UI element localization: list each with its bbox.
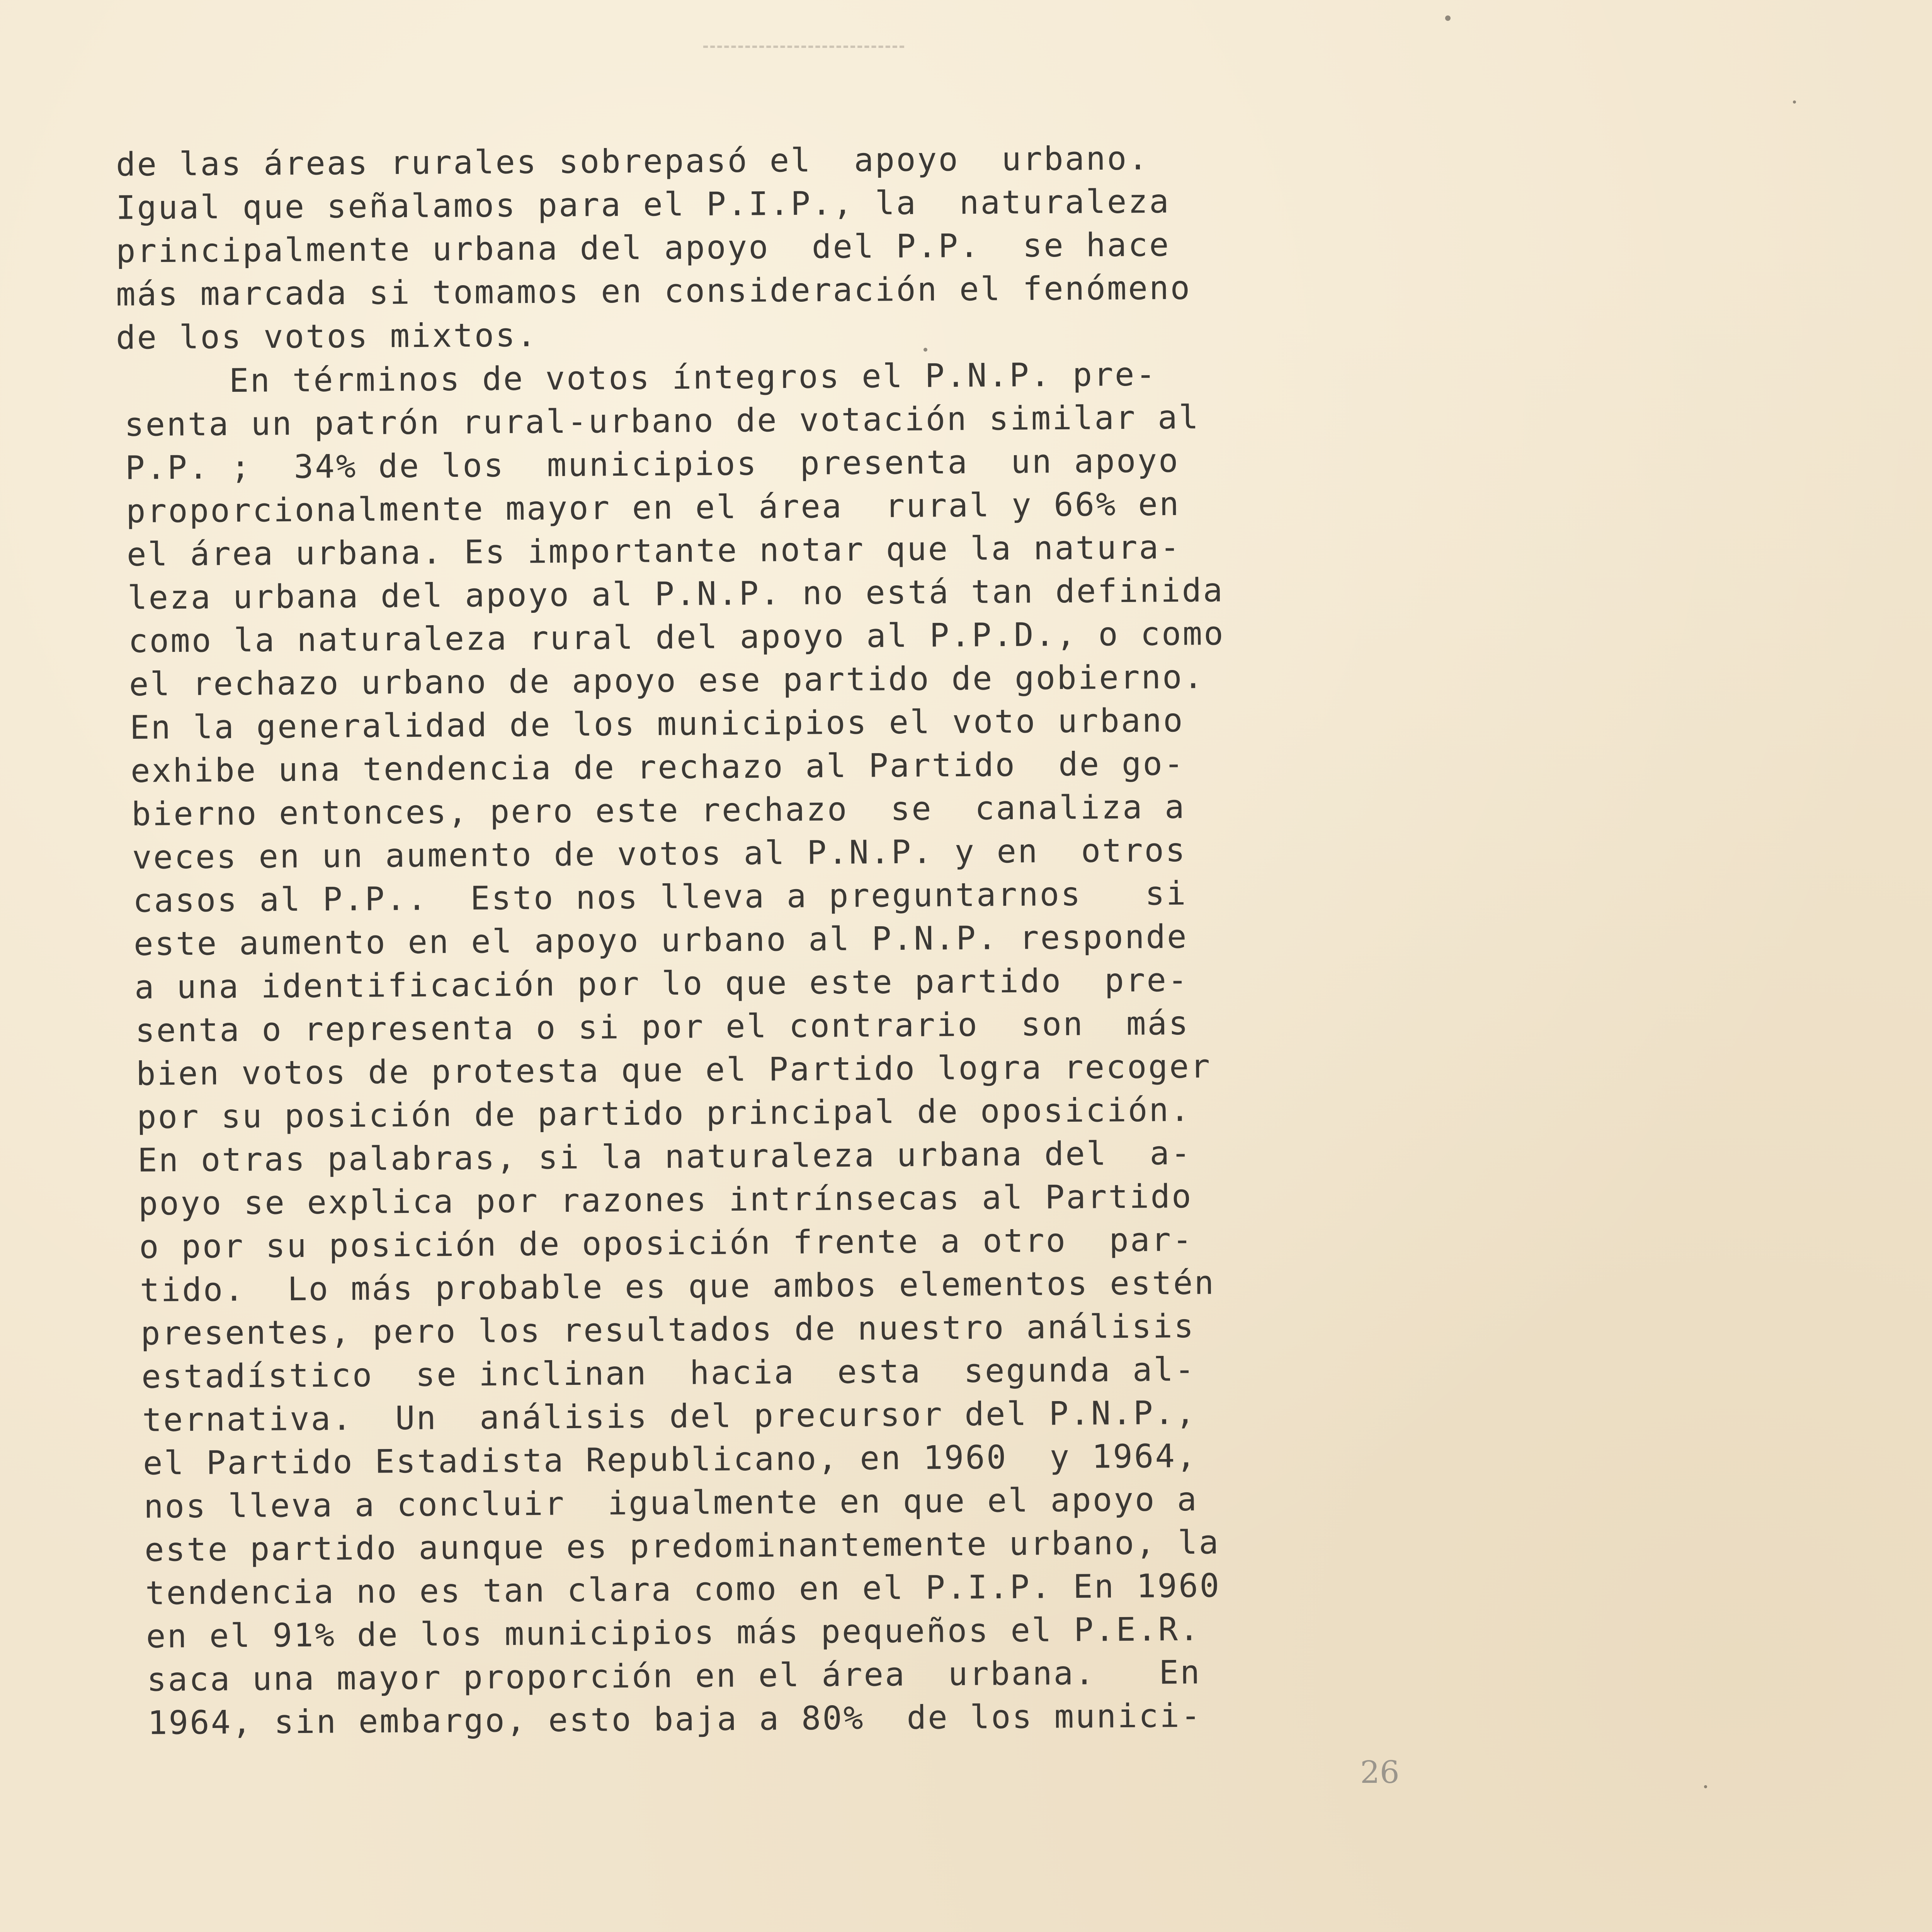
text-line: el área urbana. Es importante notar que la natura- [126,528,1181,573]
text-line: saca una mayor proporción en el área urbana. En [146,1653,1201,1699]
text-line: Igual que señalamos para el P.I.P., la naturaleza [116,182,1170,227]
text-line: el rechazo urbano de apoyo ese partido de gobierno. [129,658,1205,703]
paper-speck [1793,100,1796,104]
text-line: a una identificación por lo que este partido pre- [134,961,1189,1006]
text-line: poyo se explica por razones intrínsecas al Partido [138,1177,1193,1223]
text-line: nos lleva a concluir igualmente en que el apoyo a [143,1480,1198,1526]
text-line: este partido aunque es predominantemente urbano, la [144,1523,1220,1569]
faint-dashed-rule [703,46,904,48]
text-line: casos al P.P.. Esto nos lleva a preguntarnos si [133,874,1187,920]
typewritten-text-block [116,139,1333,1740]
text-line: tendencia no es tan clara como en el P.I.P. En 1960 [145,1566,1221,1612]
text-line: En la generalidad de los municipios el voto urbano [129,701,1184,747]
text-line: tido. Lo más probable es que ambos elementos estén [139,1264,1216,1309]
text-line: 1964, sin embargo, esto baja a 80% de los munici- [147,1696,1202,1742]
text-line: como la naturaleza rural del apoyo al P.P.D., o como [128,614,1225,660]
text-line: por su posición de partido principal de oposición. [136,1090,1191,1136]
text-line: senta o representa o si por el contrario son más [135,1004,1190,1049]
text-line: senta un patrón rural-urbano de votación similar al [124,398,1200,444]
text-line: de las áreas rurales sobrepasó el apoyo urbano. [116,139,1150,184]
paper-speck [1704,1785,1707,1788]
text-line: En otras palabras, si la naturaleza urbana del a- [137,1134,1192,1179]
text-line: ternativa. Un análisis del precursor del P.N.P., [142,1393,1197,1439]
paper-speck [923,348,927,352]
text-line: este aumento en el apoyo urbano al P.N.P. responde [133,917,1188,963]
text-line: de los votos mixtos. [116,316,538,357]
text-line: más marcada si tomamos en consideración el fenómeno [116,269,1192,313]
text-line: P.P. ; 34% de los municipios presenta un apoyo [125,441,1180,487]
text-line: bien votos de protesta que el Partido logra recoger [136,1047,1212,1093]
page-number: 26 [1360,1754,1400,1790]
text-line: en el 91% de los municipios más pequeños el P.E.R. [146,1610,1201,1655]
text-line: el Partido Estadista Republicano, en 1960 y 1964, [143,1437,1197,1482]
text-line: bierno entonces, pero este rechazo se canaliza a [131,787,1186,833]
text-line: estadístico se inclinan hacia esta segunda al- [141,1350,1196,1396]
text-line: principalmente urbana del apoyo del P.P. se hace [116,225,1170,270]
text-line: leza urbana del apoyo al P.N.P. no está tan definida [127,571,1225,617]
text-line: veces en un aumento de votos al P.N.P. y en otros [132,831,1187,876]
text-line: exhibe una tendencia de rechazo al Partido de go- [130,744,1185,790]
paper-speck [1445,15,1451,21]
text-line: presentes, pero los resultados de nuestro análisis [140,1307,1195,1352]
text-line: En términos de votos íntegros el P.N.P. pre- [123,355,1157,400]
text-line: proporcionalmente mayor en el área rural y 66% en [126,485,1180,530]
text-line: o por su posición de oposición frente a otro par- [139,1220,1194,1266]
